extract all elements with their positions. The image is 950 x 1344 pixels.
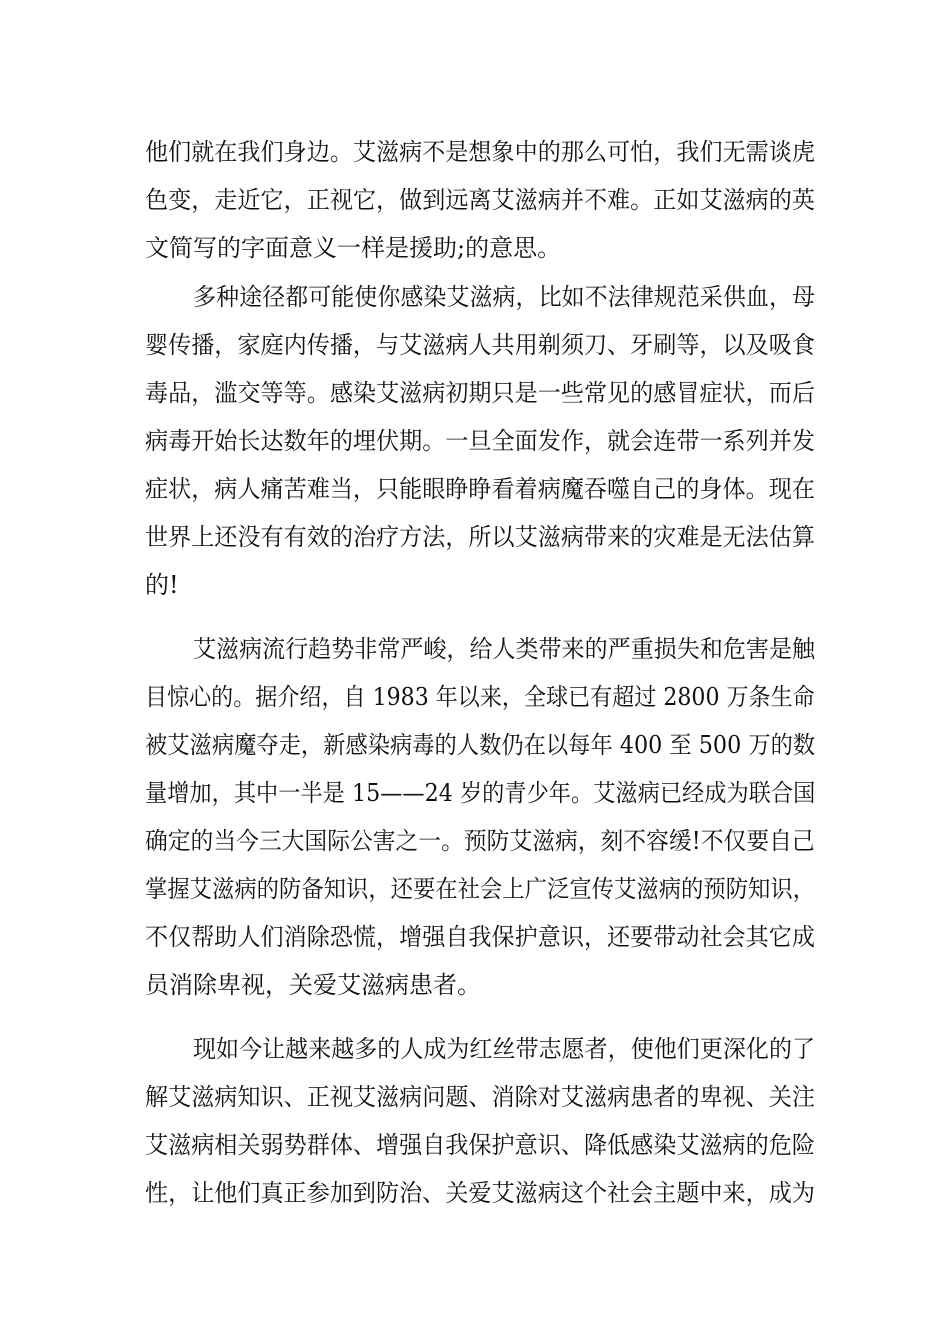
text-line: 病毒开始长达数年的埋伏期。一旦全面发作，就会连带一系列并发 xyxy=(145,427,815,455)
text-line: 目惊心的。据介绍，自 1983 年以来，全球已有超过 2800 万条生命 xyxy=(145,683,815,711)
text-line: 婴传播，家庭内传播，与艾滋病人共用剃须刀、牙刷等，以及吸食 xyxy=(145,331,815,359)
text-line: 员消除卑视，关爱艾滋病患者。 xyxy=(145,971,481,999)
text-line: 艾滋病相关弱势群体、增强自我保护意识、降低感染艾滋病的危险 xyxy=(145,1131,815,1159)
text-line: 多种途径都可能使你感染艾滋病，比如不法律规范采供血，母 xyxy=(193,283,816,311)
text-line: 艾滋病流行趋势非常严峻，给人类带来的严重损失和危害是触 xyxy=(193,635,816,663)
text-line: 世界上还没有有效的治疗方法，所以艾滋病带来的灾难是无法估算 xyxy=(145,523,815,551)
text-line: 症状，病人痛苦难当，只能眼睁睁看着病魔吞噬自己的身体。现在 xyxy=(145,475,815,503)
text-line: 确定的当今三大国际公害之一。预防艾滋病，刻不容缓!不仅要自己 xyxy=(145,827,815,855)
text-line: 的! xyxy=(145,571,179,599)
text-line: 他们就在我们身边。艾滋病不是想象中的那么可怕，我们无需谈虎 xyxy=(145,138,815,166)
text-line: 不仅帮助人们消除恐慌，增强自我保护意识，还要带动社会其它成 xyxy=(145,923,815,951)
text-line: 现如今让越来越多的人成为红丝带志愿者，使他们更深化的了 xyxy=(193,1035,816,1063)
text-line: 性，让他们真正参加到防治、关爱艾滋病这个社会主题中来，成为 xyxy=(145,1179,815,1207)
text-line: 被艾滋病魔夺走，新感染病毒的人数仍在以每年 400 至 500 万的数 xyxy=(145,731,816,759)
text-line: 色变，走近它，正视它，做到远离艾滋病并不难。正如艾滋病的英 xyxy=(145,186,815,214)
text-line: 毒品，滥交等等。感染艾滋病初期只是一些常见的感冒症状，而后 xyxy=(145,379,815,407)
text-line: 文简写的字面意义一样是援助;的意思。 xyxy=(145,234,562,262)
text-line: 量增加，其中一半是 15——24 岁的青少年。艾滋病已经成为联合国 xyxy=(145,779,816,807)
text-line: 解艾滋病知识、正视艾滋病问题、消除对艾滋病患者的卑视、关注 xyxy=(145,1083,815,1111)
text-line: 掌握艾滋病的防备知识，还要在社会上广泛宣传艾滋病的预防知识， xyxy=(145,875,816,903)
